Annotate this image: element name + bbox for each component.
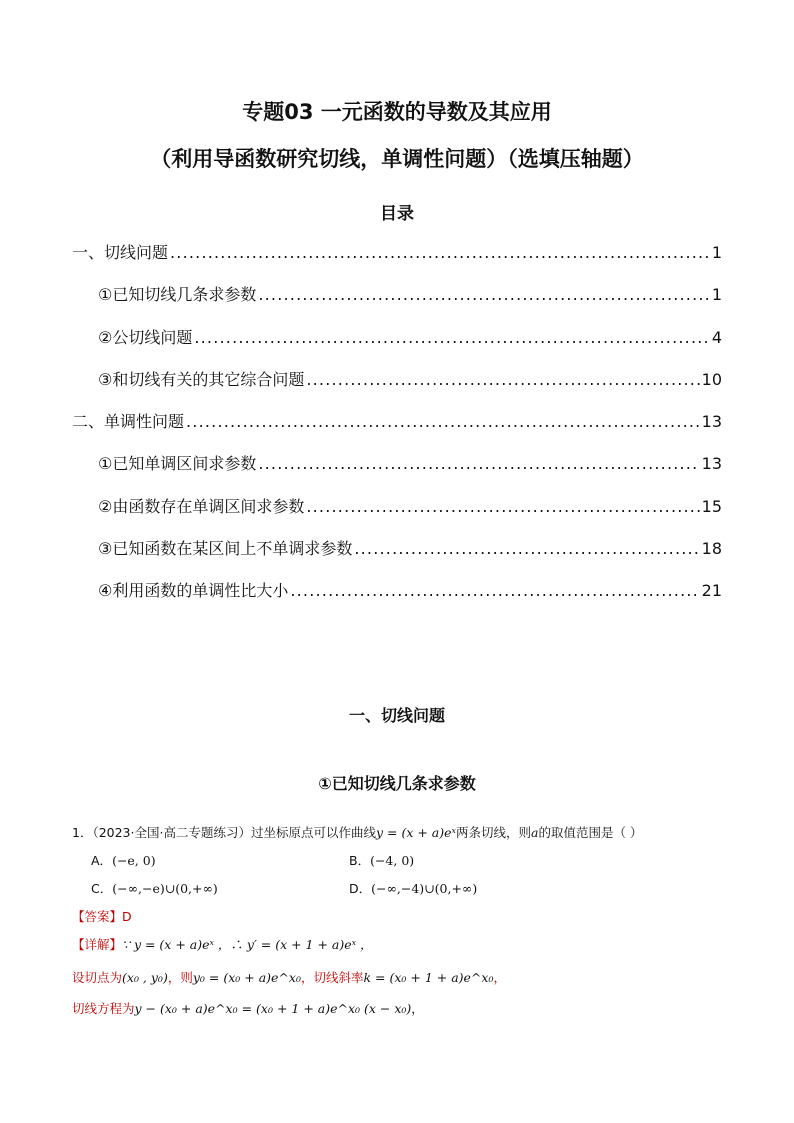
explanation-label: 【详解】 [72, 937, 123, 952]
toc-entry-page: 13 [701, 412, 722, 432]
toc-entry-page: 15 [701, 496, 722, 516]
toc-entry-page: 1 [711, 285, 722, 305]
toc-entry-page: 4 [711, 327, 722, 347]
question-variable: a [530, 825, 539, 840]
answer-label: 【答案】 [72, 909, 123, 924]
toc-entry[interactable] [72, 282, 722, 324]
subsection-heading: ①已知切线几条求参数 [318, 774, 476, 793]
toc-entry-page: 10 [701, 369, 722, 389]
explanation-line-1: 【详解】∵ y = (x + a)eˣ ，∴ y′ = (x + 1 + a)eˣ ， [72, 937, 373, 952]
question-stem-suffix: 的取值范围是（ ） [538, 825, 643, 840]
toc-entry-label: ④利用函数的单调性比大小 [98, 581, 289, 601]
toc-entry-page: 18 [701, 539, 722, 559]
toc-entry[interactable] [72, 451, 722, 493]
toc-entry[interactable] [72, 536, 722, 578]
question-formula: y = (x + a)eˣ [375, 825, 456, 840]
toc-entry-label: 一、切线问题 [72, 243, 169, 262]
toc-entry-label: ③和切线有关的其它综合问题 [98, 369, 305, 389]
explanation-line-3: 切线方程为y − (x₀ + a)e^x₀ = (x₀ + 1 + a)e^x₀ (x − x₀)， [72, 1001, 424, 1016]
document-subtitle: （利用导函数研究切线，单调性问题）（选填压轴题） [150, 147, 644, 171]
question-stem-mid: 两条切线，则 [455, 825, 531, 840]
answer-value: D [122, 909, 132, 924]
document-title: 专题03 一元函数的导数及其应用 [242, 100, 552, 124]
toc-entry-label: ②由函数存在单调区间求参数 [98, 496, 305, 516]
question-stem-prefix: 1．（2023·全国·高二专题练习）过坐标原点可以作曲线 [72, 825, 376, 840]
toc-entry[interactable] [72, 409, 722, 451]
toc-entry[interactable] [72, 494, 722, 536]
toc-entry-page: 1 [711, 243, 722, 262]
toc-entry[interactable] [72, 367, 722, 409]
question-stem [72, 823, 642, 841]
toc-entry-page: 13 [701, 454, 722, 474]
toc-entry-label: ①已知单调区间求参数 [98, 454, 257, 474]
toc-entry[interactable] [72, 325, 722, 367]
toc-entry-label: ③已知函数在某区间上不单调求参数 [98, 539, 353, 559]
answer-line [72, 907, 132, 925]
explanation-line-2: 设切点为(x₀ , y₀)，则y₀ = (x₀ + a)e^x₀，切线斜率k = (x₀ + 1 + a)e^x₀， [72, 970, 506, 985]
option-b[interactable]: B．(−4, 0) [349, 853, 415, 868]
option-c[interactable]: C．(−∞,−e)∪(0,+∞) [91, 881, 218, 896]
toc-entry[interactable] [72, 578, 722, 620]
section-heading: 一、切线问题 [348, 706, 445, 725]
toc-entry-label: ①已知切线几条求参数 [98, 285, 257, 305]
toc-entry-label: 二、单调性问题 [72, 412, 185, 432]
toc-heading: 目录 [380, 204, 414, 224]
toc-entry-page: 21 [701, 581, 722, 601]
option-a[interactable]: A．(−e, 0) [91, 853, 156, 868]
table-of-contents [72, 240, 722, 621]
option-d[interactable]: D．(−∞,−4)∪(0,+∞) [349, 881, 478, 896]
toc-entry-label: ②公切线问题 [98, 327, 193, 347]
toc-entry[interactable] [72, 240, 722, 282]
